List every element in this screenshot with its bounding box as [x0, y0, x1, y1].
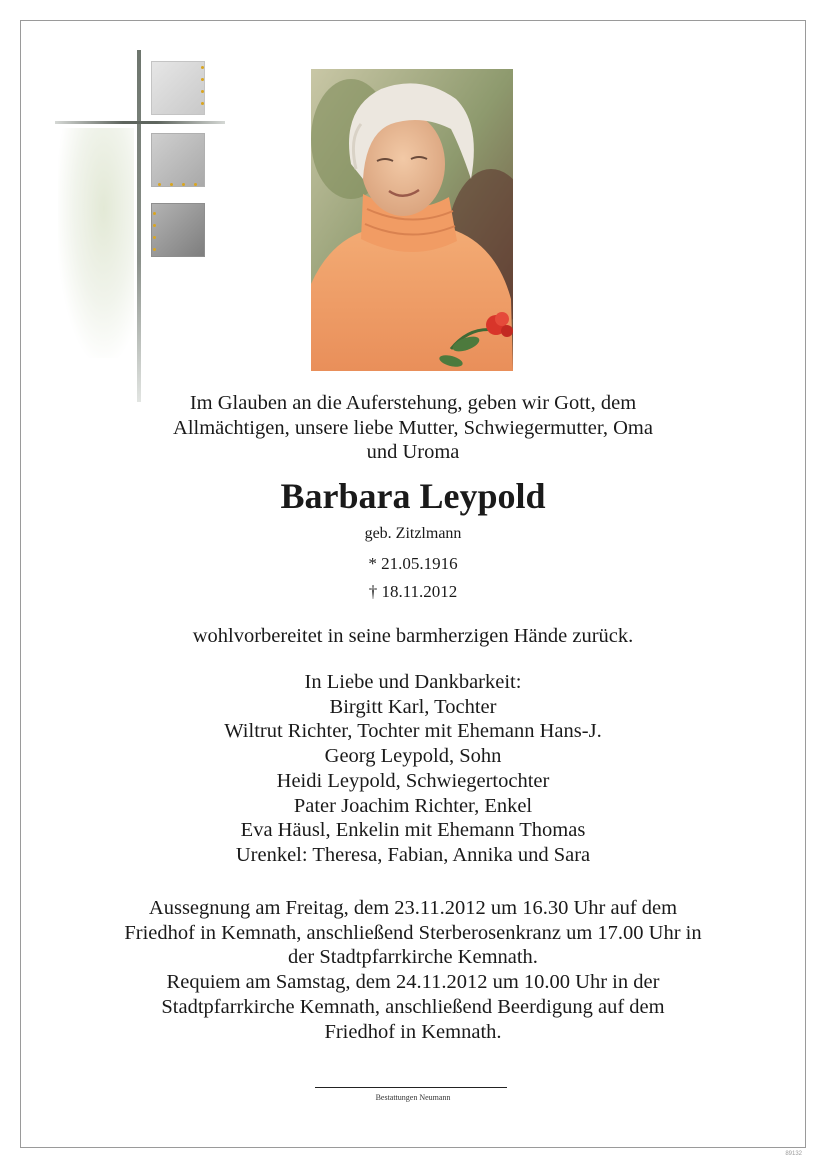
service-line: der Stadtpfarrkirche Kemnath. — [288, 946, 538, 969]
portrait-photo — [311, 69, 513, 371]
service-line: Friedhof in Kemnath. — [324, 1020, 502, 1043]
intro-text — [0, 391, 826, 465]
cross-vertical-beam — [137, 50, 141, 402]
decor-tile-light — [151, 61, 205, 115]
signature-line — [315, 1087, 507, 1088]
mourner-line: Birgitt Karl, Tochter — [329, 695, 497, 718]
mourner-line: Pater Joachim Richter, Enkel — [293, 794, 533, 817]
deceased-name: Barbara Leypold — [280, 476, 546, 516]
signature-text: Bestattungen Neumann — [375, 1093, 451, 1102]
service-line: Stadtpfarrkirche Kemnath, anschließend Beerdigung auf dem — [161, 995, 665, 1018]
decor-dot — [194, 183, 197, 186]
service-line: Friedhof in Kemnath, anschließend Sterberosenkranz um 17.00 Uhr in — [124, 921, 702, 944]
decor-dot — [201, 102, 204, 105]
service-line: Requiem am Samstag, dem 24.11.2012 um 10.00 Uhr in der — [166, 971, 660, 994]
cross-horizontal-beam — [55, 121, 225, 124]
intro-line: und Uroma — [366, 441, 460, 463]
mourner-line: Heidi Leypold, Schwiegertochter — [276, 769, 550, 792]
mourner-line: Eva Häusl, Enkelin mit Ehemann Thomas — [240, 819, 586, 842]
service-line: Aussegnung am Freitag, dem 23.11.2012 um 16.30 Uhr auf dem — [148, 897, 678, 919]
intro-line: Allmächtigen, unsere liebe Mutter, Schwiegermutter, Oma — [173, 416, 653, 439]
decor-dot — [182, 183, 185, 186]
decor-dot — [170, 183, 173, 186]
returned-text: wohlvorbereitet in seine barmherzigen Hände zurück. — [192, 625, 634, 647]
maiden-name: geb. Zitzlmann — [364, 525, 462, 542]
decor-dot — [153, 212, 156, 215]
decor-dot — [201, 66, 204, 69]
birth-date: * 21.05.1916 — [368, 554, 458, 573]
decor-dot — [153, 236, 156, 239]
decor-tile-dark — [151, 203, 205, 257]
intro-line: Im Glauben an die Auferstehung, geben wir Gott, dem — [189, 392, 637, 414]
mourners-heading: In Liebe und Dankbarkeit: — [304, 671, 522, 693]
mourner-line: Urenkel: Theresa, Fabian, Annika und Sara — [235, 843, 591, 866]
decor-dot — [158, 183, 161, 186]
cross-glow — [58, 128, 134, 358]
death-date: † 18.11.2012 — [368, 582, 458, 601]
decor-dot — [201, 90, 204, 93]
decor-dot — [201, 78, 204, 81]
corner-code: 89132 — [785, 1151, 802, 1157]
decor-dot — [153, 248, 156, 251]
service-details — [0, 896, 826, 1044]
decor-dot — [153, 224, 156, 227]
decor-tile-medium — [151, 133, 205, 187]
mourner-line: Wiltrut Richter, Tochter mit Ehemann Hans-J. — [224, 720, 602, 743]
mourners-list — [0, 670, 826, 868]
mourner-line: Georg Leypold, Sohn — [324, 745, 502, 768]
